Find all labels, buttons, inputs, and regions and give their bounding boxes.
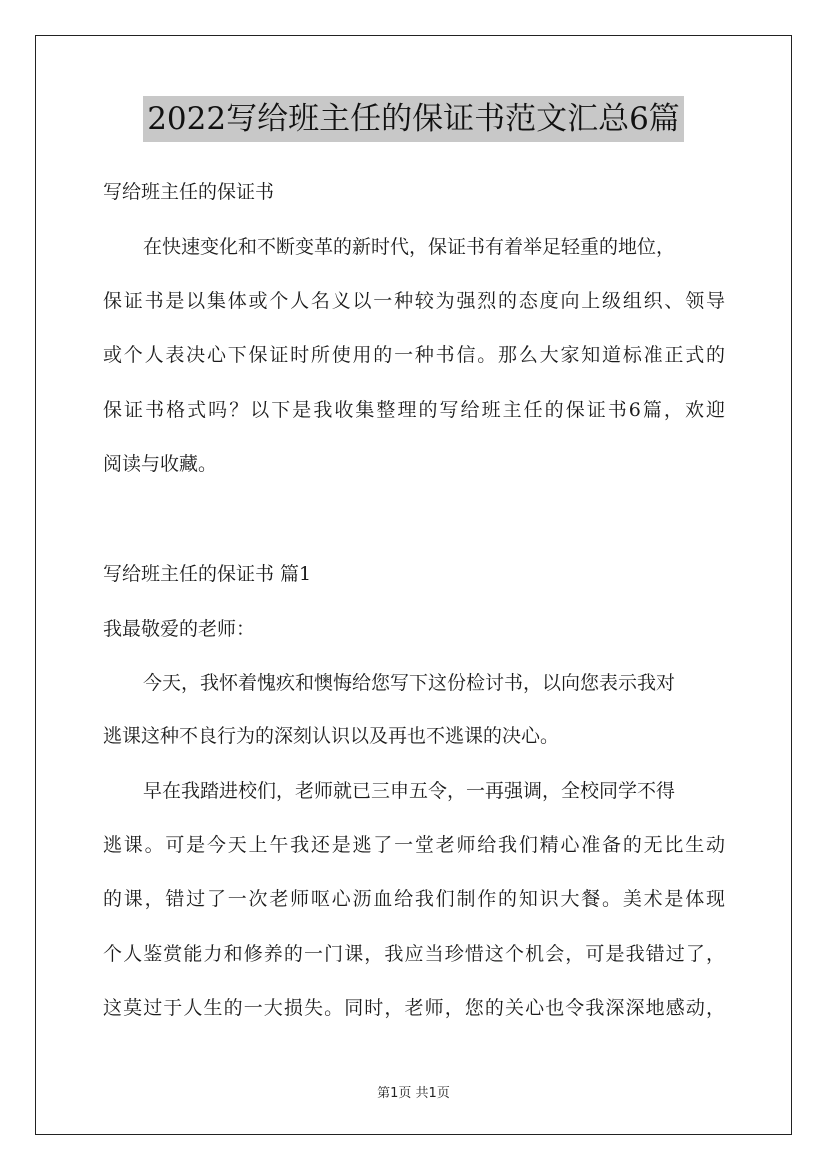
- section-heading-part1: 写给班主任的保证书 篇1: [103, 563, 312, 585]
- paragraph-line: 阅读与收藏。: [103, 453, 218, 475]
- salutation: 我最敬爱的老师：: [103, 618, 256, 640]
- paragraph-line: 逃课。可是今天上午我还是逃了一堂老师给我们精心准备的无比生动: [103, 834, 725, 856]
- paragraph-line: 个人鉴赏能力和修养的一门课，我应当珍惜这个机会，可是我错过了，: [103, 943, 725, 965]
- paragraph-line: 保证书格式吗？以下是我收集整理的写给班主任的保证书6篇，欢迎: [103, 399, 725, 421]
- document-title: 2022写给班主任的保证书范文汇总6篇: [143, 96, 684, 142]
- paragraph-line: 在快速变化和不断变革的新时代，保证书有着举足轻重的地位，: [143, 236, 676, 258]
- paragraph-line: 今天，我怀着愧疚和懊悔给您写下这份检讨书，以向您表示我对: [143, 672, 676, 694]
- paragraph-line: 早在我踏进校们，老师就已三申五令，一再强调，全校同学不得: [143, 780, 676, 802]
- paragraph-line: 逃课这种不良行为的深刻认识以及再也不逃课的决心。: [103, 725, 560, 747]
- section-heading-intro: 写给班主任的保证书: [103, 181, 275, 203]
- page-footer: 第1页 共1页: [377, 1086, 450, 1101]
- title-container: [0, 96, 827, 142]
- paragraph-line: 的课，错过了一次老师呕心沥血给我们制作的知识大餐。美术是体现: [103, 888, 725, 910]
- paragraph-line: 或个人表决心下保证时所使用的一种书信。那么大家知道标准正式的: [103, 344, 725, 366]
- paragraph-line: 保证书是以集体或个人名义以一种较为强烈的态度向上级组织、领导: [103, 290, 725, 312]
- paragraph-line: 这莫过于人生的一大损失。同时，老师，您的关心也令我深深地感动，: [103, 997, 725, 1019]
